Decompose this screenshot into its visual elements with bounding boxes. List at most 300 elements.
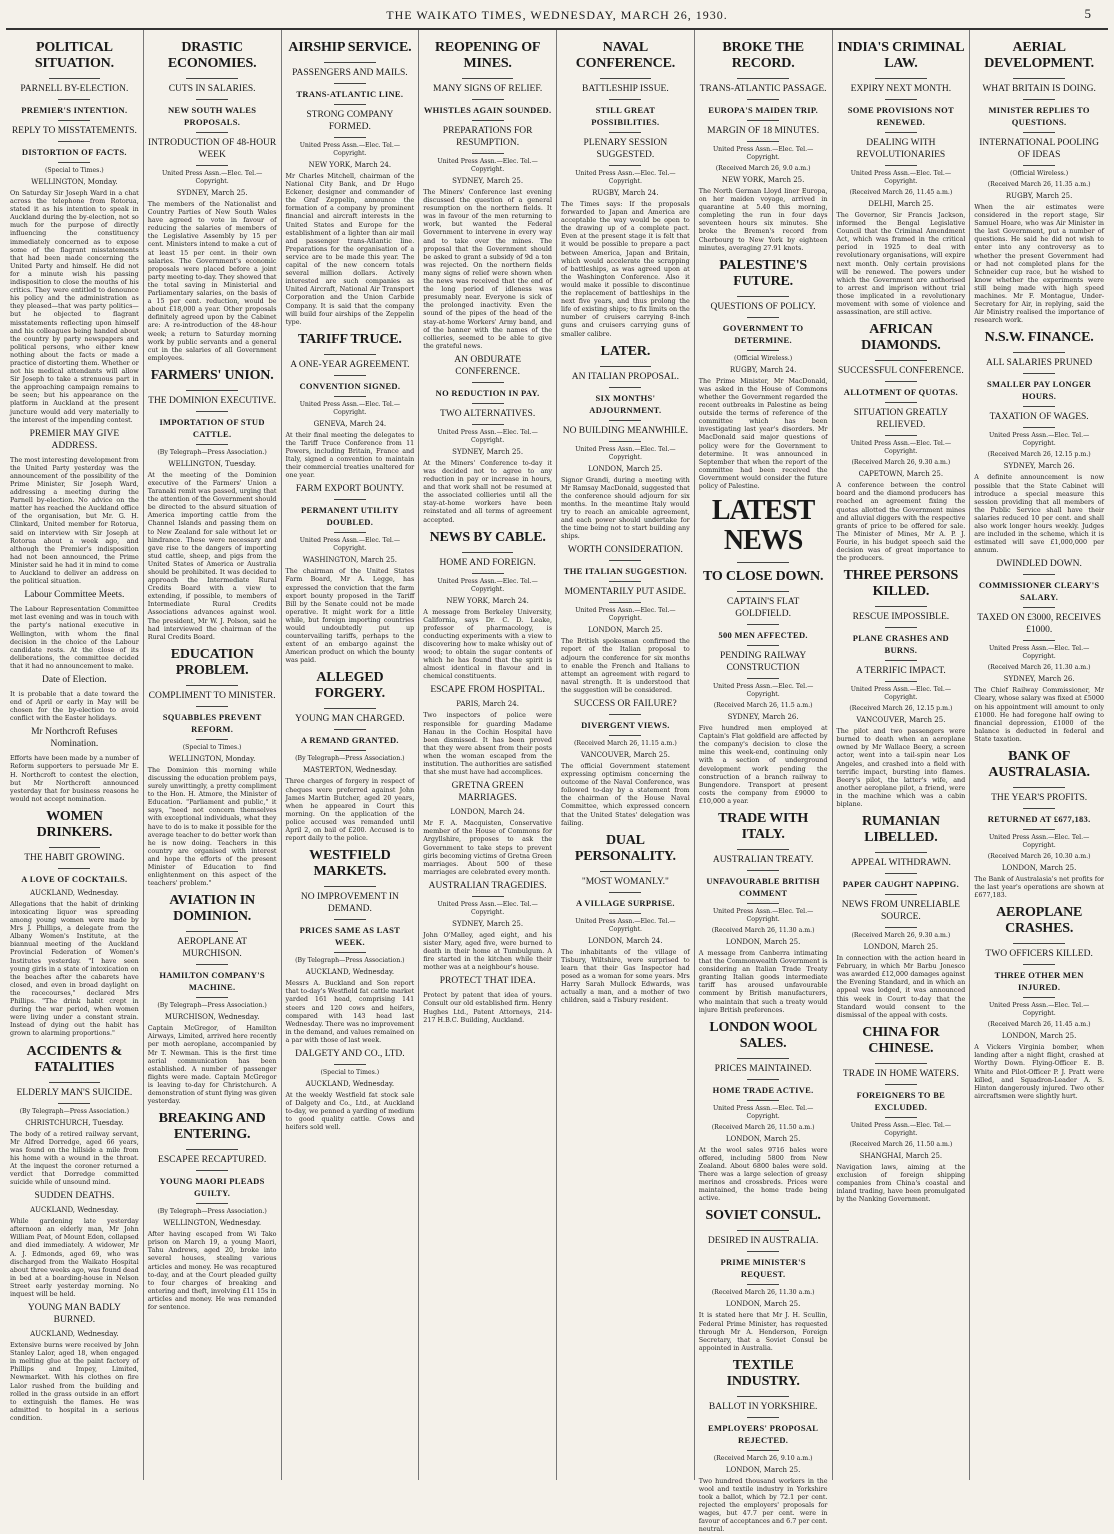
subheading: DEALING WITH REVOLUTIONARIES [856, 138, 946, 160]
masthead [0, 0, 1114, 28]
wire-credit: United Press Assn.—Elec. Tel.—Copyright. [161, 170, 263, 185]
headline: LATER. [600, 343, 651, 359]
subheading: SQUABBLES PREVENT REFORM. [162, 711, 262, 734]
page-number: 5 [1084, 6, 1092, 21]
subheading: WHAT BRITAIN IS DOING. [982, 84, 1096, 94]
subheading: PRIME MINISTER'S REQUEST. [720, 1257, 806, 1280]
divider [462, 78, 514, 79]
divider [885, 132, 917, 133]
divider [49, 847, 101, 848]
divider [875, 78, 927, 79]
wire-credit: United Press Assn.—Elec. Tel.—Copyright. [437, 577, 538, 593]
wire-credit: United Press Assn.—Elec. Tel.—Copyright. [575, 607, 676, 623]
article [974, 558, 1104, 743]
subheading: COMPLIMENT TO MINISTER. [148, 690, 276, 701]
divider [334, 137, 366, 138]
divider [609, 420, 641, 421]
divider [885, 681, 917, 682]
subheading: STILL GREAT POSSIBILITIES. [591, 105, 660, 127]
article-body: Signor Grandi, during a meeting with Mr Ramsay MacDonald, suggested that the conference should adjourn for six months. In the meantime Italy would try to reach an amicable agreement, and each power should undertake for the time being not to start building any ships. [561, 475, 690, 541]
article-body: It is stated here that Mr J. H. Scullin, Federal Prime Minister, has requested through Mr A. Henderson, Foreign Secretary, that a Soviet Consul be appointed in Australia. [698, 1311, 828, 1352]
dateline: PARIS, March 24. [456, 700, 519, 709]
divider [885, 627, 917, 628]
divider [747, 350, 779, 351]
subheading: UNFAVOURABLE BRITISH COMMENT [706, 876, 820, 898]
column-8 [970, 30, 1108, 1480]
dateline: AUCKLAND, Wednesday. [30, 1206, 119, 1215]
divider [1023, 829, 1055, 830]
article [837, 568, 966, 808]
wire-credit: United Press Assn.—Elec. Tel.—Copyright. [299, 400, 401, 416]
article-body: The Times says: If the proposals forwarded to Japan and America are acceptable the way would be open to the drawing up of a complete pact. Even at the present stage it is felt that it would be possible to prepare a pact between America, Japan and Britain, which would accelerate the scrapping of battleships, as was agreed upon at the Washington Conference. Also it would make it possible to discontinue the replacement of battleships in the next five years, and thus prolong the life of existing ships; to fix limits on the number of cruisers carrying 8-inch guns and cruisers carrying guns of smaller calibre. [561, 200, 690, 338]
headline: AEROPLANE CRASHES. [996, 905, 1083, 937]
article-body: At the meeting of the Dominion executive of the Farmers' Union a Taranaki remit was passed, urging that the attention of the Government should be directed to the absurd situation of America importing cattle from the Channel Islands and passing them on to New Zealand for sale without let or hindrance. These were necessary and gave rise to the dangers of importing stud cattle, sheep, and pigs from the United States of America or Australia should be prohibited. It was decided to approach the Intermediate Rural Credits Board with a view to extending, if possible, to members of Intermediate Rural Credits Associations advances against wool. The president, Mr W. J. Polson, said he had interviewed the chairman of the Rural Credits Board. [147, 470, 277, 641]
dateline: LONDON, March 24. [588, 936, 663, 945]
headline: AIRSHIP SERVICE. [288, 40, 412, 55]
dateline: LONDON, March 24. [450, 808, 525, 817]
subheading: ESCAPE FROM HOSPITAL. [430, 685, 545, 696]
subheading: AN ITALIAN PROPOSAL. [571, 371, 679, 382]
divider [324, 62, 376, 63]
subheading: PERMANENT UTILITY DOUBLED. [301, 505, 399, 528]
subheading: HAMILTON COMPANY'S MACHINE. [159, 970, 265, 993]
article-body: The Dominion this morning while discussing the education problem pays, surely unwittingly, a pretty compliment to the Hon. H. Atmore, the Minister of Education. "Parliament and public," it says, "need not concern themselves with exceptional individuals, what they have to do is to make it possible for the average teacher to do better work than he is now doing. Teachers in this country are organised with interest and hope the efforts of the present Minister of Education to find enlightenment on this aspect of the teachers' problem." [147, 765, 277, 888]
headline: RUMANIAN LIBELLED. [862, 814, 940, 846]
article-body: Navigation laws, aiming at the exclusion of foreign shipping companies from China's coastal and inland trading, have been promulgated by the Nanking Government. [836, 1162, 966, 1204]
dateline: NEW YORK, March 24. [446, 596, 529, 605]
divider [609, 581, 641, 582]
article [148, 368, 277, 641]
divider [1013, 787, 1065, 788]
subheading: FOREIGNERS TO BE EXCLUDED. [856, 1089, 946, 1112]
subheading: EUROPA'S MAIDEN TRIP. [708, 105, 819, 115]
dateline: LONDON, March 25. [863, 943, 939, 952]
article-body: It is probable that a date toward the end of April or early in May will be chosen for the by-election to avoid conflict with the Easter holidays. [10, 689, 139, 723]
wire-credit: (Received March 26, 11.50 a.m.) [711, 1123, 815, 1131]
subheading: INTERNATIONAL POOLING OF IDEAS [979, 138, 1099, 160]
divider [1023, 574, 1055, 575]
divider [885, 894, 917, 895]
wire-credit: United Press Assn.—Elec. Tel.—Copyright. [575, 445, 676, 461]
subheading: SUDDEN DEATHS. [34, 1191, 115, 1202]
headline: POLITICAL SITUATION. [34, 40, 114, 71]
subheading: THE DOMINION EXECUTIVE. [148, 395, 277, 406]
subheading: DALGETY AND CO., LTD. [295, 1048, 405, 1059]
article-body: On Saturday Sir Joseph Ward in a chat across the telephone from Rotorua, stated it as his intention to speak in Auckland during the by-election, not so much for the purpose of directly influencing the constituency immediately concerned as to expose some of the flagrant misstatements that had been made concerning the United Party and himself. He did not for a minute wish his passing indisposition to close the mouths of his critics. They were entitled to denounce his policy and the administration as they pleased—that was party politics—but he objected to flagrant misstatements reflecting upon himself and his colleagues being handed about the country by party newspapers and political persons, who either knew nothing about the facts or made a practice of distorting them. Whether or not his medical attendants will allow Sir Joseph to take a strenuous part in the approaching campaign remains to be seen; but his appearance on the platform in Auckland at the present juncture would add very materially to the interest of the impending contest. [10, 189, 139, 424]
wire-credit: (Received March 26, 9.0 a.m.) [715, 165, 811, 172]
subheading: NO REDUCTION IN PAY. [435, 387, 540, 398]
subheading: DWINDLED DOWN. [996, 559, 1082, 570]
article [974, 749, 1104, 899]
column-5 [557, 30, 695, 1480]
article [837, 322, 966, 562]
divider [885, 165, 917, 166]
subheading: A VILLAGE SURPRISE. [575, 897, 675, 908]
article [10, 1302, 139, 1422]
divider [1023, 373, 1055, 374]
divider [58, 141, 90, 142]
wire-credit: United Press Assn.—Elec. Tel.—Copyright. [712, 683, 814, 699]
headline: ACCIDENTS & FATALITIES [26, 1043, 123, 1075]
dateline: WELLINGTON, Monday. [168, 754, 256, 763]
article [286, 40, 415, 326]
subheading: A LOVE OF COCKTAILS. [21, 873, 128, 884]
divider [737, 78, 789, 79]
divider [875, 852, 927, 853]
divider [196, 411, 228, 412]
article [423, 780, 552, 876]
subheading: SOME PROVISIONS NOT RENEWED. [847, 105, 955, 127]
subheading: NO BUILDING MEANWHILE. [562, 425, 689, 436]
subheading: PAPER CAUGHT NAPPING. [842, 879, 959, 890]
headline: REOPENING OF MINES. [434, 40, 541, 71]
divider [737, 591, 789, 592]
divider [609, 892, 641, 893]
article-body: The British spokesman confirmed the report of the Italian proposal to adjourn the conference for six months to enable the French and Italians to attempt an agreement with regard to naval strength. It is understood that the suggestion will be considered. [561, 637, 690, 694]
dateline: SYDNEY, March 25. [176, 189, 248, 197]
article [974, 40, 1104, 324]
dateline: CHRISTCHURCH, Tuesday. [25, 1118, 124, 1127]
divider [737, 1058, 789, 1059]
dateline: LONDON, March 25. [588, 626, 663, 635]
divider [334, 532, 366, 533]
article [10, 674, 139, 722]
article-body: A message from Berkeley University, California, says Dr. C. D. Leake, professor of pharmacology, is conducting experiments with a view to discovering how to make whisky out of wood; to obtain the sugar contents of which he has found that the spirit is almost identical in flavour and in chemical constituents. [423, 607, 552, 681]
subheading: INTRODUCTION OF 48-HOUR WEEK [148, 138, 277, 160]
article-body: At the weekly Westfield fat stock sale of Dalgety and Co., Ltd., at Auckland to-day, we penned a yarding of medium to good quality cattle. Cows and heifers sold well. [285, 1090, 415, 1132]
subheading: PARNELL BY-ELECTION. [20, 84, 129, 94]
newspaper-columns [6, 28, 1108, 1534]
headline: AVIATION IN DOMINION. [169, 893, 255, 925]
dateline: AUCKLAND, Wednesday. [305, 1079, 395, 1088]
subheading: Labour Committee Meets. [24, 590, 125, 601]
divider [186, 1149, 238, 1150]
subheading: STRONG COMPANY FORMED. [306, 110, 394, 132]
article-body: A definite announcement is now possible that the State Cabinet will introduce a special measure this session providing that all members of the Public Service shall have their salaries reduced 10 per cent. and shall also work longer hours weekly. Judges are included in the scheme, which it is estimated will save £1,000,000 per annum. [974, 473, 1104, 555]
article-body: After having escaped from Wi Tako prison on March 19, a young Maori, Tahu Andrews, aged 20, broke into several houses, stealing various articles and money. He was recaptured to-day, and at the Court pleaded guilty to four charges of breaking and entering and theft, involving £11 15s in articles and money. He was remanded for sentence. [147, 1230, 277, 1312]
divider [196, 739, 228, 740]
divider [462, 552, 514, 553]
wire-credit: United Press Assn.—Elec. Tel.—Copyright. [437, 900, 538, 916]
subheading: CAPTAIN'S FLAT GOLDFIELD. [726, 597, 800, 620]
subheading: 500 MEN AFFECTED. [718, 630, 808, 641]
article-body: A Vickers Virginia bomber, when landing after a night flight, crashed at Worthy Down. Flying-Officer E. B. White and Pilot-Officer P. J. Pratt were killed, and Squadron-Leader A. S. Hinton dangerously injured. Two other aircraftsmen were slightly hurt. [974, 1043, 1104, 1100]
subheading: DESIRED IN AUSTRALIA. [707, 1236, 819, 1247]
wire-credit: (Received March 26, 10.30 a.m.) [987, 853, 1091, 860]
headline: INDIA'S CRIMINAL LAW. [837, 40, 965, 71]
subheading: THREE OTHER MEN INJURED. [994, 970, 1084, 993]
subheading: WORTH CONSIDERATION. [567, 545, 683, 556]
subheading: REPLY TO MISSTATEMENTS. [11, 126, 137, 136]
article [561, 40, 690, 338]
subheading: DISTORTION OF FACTS. [21, 147, 127, 157]
dateline: LONDON, March 25. [725, 1134, 801, 1143]
subheading: PENDING RAILWAY CONSTRUCTION [719, 651, 807, 674]
subheading: IMPORTATION OF STUD CATTLE. [159, 416, 265, 439]
divider [885, 1084, 917, 1085]
subheading: EMPLOYERS' PROPOSAL REJECTED. [707, 1422, 819, 1445]
dateline: RUGBY, March 24. [592, 189, 659, 197]
dateline: LONDON, March 25. [588, 464, 663, 473]
divider [1023, 427, 1055, 428]
column-7 [833, 30, 971, 1480]
divider [609, 913, 641, 914]
dateline: CAPETOWN, March 25. [858, 470, 944, 479]
article [10, 428, 139, 586]
headline: TARIFF TRUCE. [298, 331, 402, 347]
divider [600, 366, 652, 367]
subheading: A TERRIFIC IMPACT. [855, 666, 946, 677]
subheading: APPEAL WITHDRAWN. [850, 858, 951, 869]
wire-credit: (Received March 26, 9.10 a.m.) [713, 1454, 813, 1462]
subheading: ESCAPEE RECAPTURED. [158, 1155, 267, 1166]
article [148, 1111, 277, 1311]
subheading: SIX MONTHS' ADJOURNMENT. [589, 392, 662, 415]
wire-credit: (By Telegraph—Press Association.) [295, 755, 405, 763]
divider [1023, 964, 1055, 965]
subheading: PRICES MAINTAINED. [714, 1063, 812, 1074]
divider [747, 1251, 779, 1252]
divider [472, 99, 504, 100]
article-body: The Labour Representation Committee met last evening and was in touch with the party's national executive in Wellington, with whom the final decision in the choice of the Labour candidate rests. At the close of its deliberations, the committee decided that it had no announcement to make. [10, 605, 139, 670]
divider [747, 1417, 779, 1418]
subheading: TRADE IN HOME WATERS. [842, 1068, 959, 1079]
article-body: A message from Canberra intimating that the Commonwealth Government is considering an Italian Trade Treaty granting Italian goods intermediate tariff has aroused unfavourable comment by British manufacturers, who maintain that such a treaty would injure British preferences. [698, 949, 828, 1014]
wire-credit: United Press Assn.—Elec. Tel.—Copyright. [437, 428, 538, 444]
divider [58, 120, 90, 121]
wire-credit: (Received March 26, 11.50 a.m.) [849, 1140, 953, 1148]
dateline: DELHI, March 25. [868, 200, 934, 208]
wire-credit: (Received March 26, 9.30 a.m.) [851, 932, 951, 940]
divider [885, 99, 917, 100]
divider [334, 952, 366, 953]
wire-credit: United Press Assn.—Elec. Tel.—Copyright. [437, 158, 538, 173]
article-body: A conference between the control board and the diamond producers has reached an agreement fixing the quotas allotted the Government mines and alluvial diggers with the respective grants of price to be offered for sale. The Minister of Mines, Mr A. P. J. Fourie, in his budget speech said the decision was of great importance to the producers. [836, 481, 966, 563]
headline: TO CLOSE DOWN. [703, 569, 824, 585]
article [837, 1025, 966, 1203]
subheading: BALLOT IN YORKSHIRE. [708, 1401, 818, 1412]
wire-credit: United Press Assn.—Elec. Tel.—Copyright. [988, 1002, 1090, 1018]
subheading: THE HABIT GROWING. [24, 852, 125, 863]
headline: BANK OF AUSTRALASIA. [988, 749, 1090, 780]
headline: TEXTILE INDUSTRY. [726, 1357, 800, 1389]
divider [1023, 640, 1055, 641]
divider [609, 165, 641, 166]
divider [609, 602, 641, 603]
subheading: SITUATION GREATLY RELIEVED. [853, 408, 949, 431]
article-body: The chairman of the United States Farm Board, Mr A. Legge, has expressed the conviction that the farm export bounty proposed in the Tariff Bill by the Senate could not be made operative. It might work for a little while, but foreign importing countries would undoubtedly put up countervailing tariffs, perhaps to the extent of an embargo against the American product on which the bounty was paid. [285, 567, 415, 665]
wire-credit: (Received March 26, 11.5 a.m.) [713, 702, 813, 710]
dateline: WASHINGTON, March 25. [302, 556, 398, 565]
article-body: At their final meeting the delegates to the Tariff Truce Conference from 11 Powers, including Britain, France and Italy, signed a convention to maintain their commercial treaties unaltered for one year. [285, 430, 415, 480]
article-body: Protect by patent that idea of yours. Consult our old established firm. Henry Hughes Ltd., Patent Attorneys, 214-217 H.B.C. Building, Auckland. [423, 991, 552, 1024]
divider [334, 396, 366, 397]
divider [1013, 78, 1065, 79]
article [561, 544, 690, 694]
dateline: SHANGHAI, March 25. [859, 1151, 943, 1160]
divider [472, 120, 504, 121]
newspaper-title: THE WAIKATO TIMES, WEDNESDAY, MARCH 26, 1930. [386, 8, 728, 22]
headline: DRASTIC ECONOMIES. [167, 40, 257, 71]
article-body: The Prime Minister, Mr MacDonald, was asked in the House of Commons whether the Government regarded the recent outbreaks in Palestine as being outside the terms of reference of the committee which has been investigating last year's disorders. Mr MacDonald said major questions of policy were for the Government to determine. It was announced in September that when the report of the committee had been received the Government would consider the future policy of Palestine. [698, 376, 828, 490]
dateline: LONDON, March 25. [1001, 864, 1077, 872]
dateline: MURCHISON, Wednesday. [164, 1013, 260, 1022]
divider [1023, 607, 1055, 608]
article [423, 975, 552, 1023]
article [148, 893, 277, 1105]
article-body: The most interesting development from the United Party yesterday was the announcement of the possibility of the Prime Minister, Sir Joseph Ward, addressing a meeting during the Parnell by-election. No advice on the matter has reached the Auckland office of the organisation, but Mr. G. H. Clinkard, United member for Rotorua, said on interview with Sir Joseph at Rotorua about a week ago, and although the Premier's indisposition had not been announced, the Prime Minister said he had it in mind to come to Auckland to deliver an address on the political situation. [10, 455, 139, 586]
article [837, 814, 966, 1019]
article [286, 1048, 415, 1131]
article-body: Two hundred thousand workers in the wool and textile industry in Yorkshire took a ballot, which by 72.1 per cent. rejected the employers' proposals for wages, but 47.7 per cent. were in favour of acceptances and 6.7 per cent. neutral. [698, 1476, 828, 1534]
divider [186, 78, 238, 79]
wire-credit: United Press Assn.—Elec. Tel.—Copyright. [575, 170, 676, 185]
article-body: The members of the Nationalist and Country Parties of New South Wales have agreed to vote in favour of reducing the salaries of members of the Legislative Assembly by 15 per cent. Ministers intend to make a cut of at least 15 per cent. in their own salaries. The Government's economic proposals were placed before a joint party meeting to-day. They showed that the total saving in Ministerial and Parliamentary salaries, on the basis of a 15 per cent. reduction, would be about £18,000 a year. Other proposals definitely agreed upon by the Cabinet are: A re-introduction of the 48-hour week; a return to Saturday morning work by public servants and a general cut in the salaries of all Government employees. [147, 200, 277, 362]
headline: PALESTINE'S FUTURE. [719, 257, 808, 289]
article-body: The Chief Railway Commissioner, Mr Cleary, whose salary was fixed at £5000 on his appointment will amount to only £1000. He had foregone half owing to financial depression, £1000 of the balance is deducted in federal and State taxation. [974, 686, 1104, 743]
wire-credit: (Special to Times.) [320, 1068, 380, 1076]
headline: NAVAL CONFERENCE. [575, 40, 676, 71]
divider [885, 660, 917, 661]
divider [609, 441, 641, 442]
divider [875, 360, 927, 361]
headline: BROKE THE RECORD. [722, 40, 804, 71]
divider [1023, 165, 1055, 166]
article [423, 40, 552, 350]
headline: AFRICAN DIAMONDS. [861, 322, 941, 354]
wire-credit: United Press Assn.—Elec. Tel.—Copyright. [988, 645, 1090, 661]
wire-credit: (Received March 26, 12.15 p.m.) [987, 451, 1091, 459]
subheading: Mr Northcroft Refuses Nomination. [31, 727, 118, 750]
headline: DUAL PERSONALITY. [574, 832, 676, 864]
article [699, 1208, 828, 1351]
dateline: LONDON, March 25. [725, 1465, 801, 1474]
divider [747, 903, 779, 904]
article-body: The pilot and two passengers were burned to death when an aeroplane owned by Mr Wallace Beery, a screen actor, went into a tail-spin near Los Angeles, and crashed into a field with terrific impact, bursting into flames. Beery's pilot, the latter's wife, and another aeroplane pilot, a friend, were in the machine which was a cabin biplane. [836, 727, 966, 808]
article [699, 811, 828, 1014]
wire-credit: United Press Assn.—Elec. Tel.—Copyright. [988, 432, 1090, 448]
article [10, 726, 139, 803]
article-body: The official Government statement expressing optimism concerning the outcome of the Naval Conference, was followed to-day by a statement from the chairman of the House Naval Committee, which expressed concern that the United States' delegation was failing. [561, 762, 690, 827]
subheading: MANY SIGNS OF RELIEF. [433, 84, 543, 94]
divider [609, 735, 641, 736]
article-body: In connection with the action heard in February, in which Mr Barbu Jonesco was awarded £12,000 damages against the Evening Standard, and in which an appeal was lodged, it was announced this week in Court to-day that the Standard would consent to the dismissal of the appeal with costs. [836, 954, 966, 1019]
article [699, 1020, 828, 1203]
article-body: Five hundred men employed at Captain's Flat goldfield are affected by the company's decision to close the mine this week-end, continuing only with a section of underground development work pending the construction of a branch railway to Bungendore. Transport at present costs the company from £9000 to £10,000 a year. [698, 724, 828, 805]
wire-credit: (Special to Times.) [182, 743, 242, 751]
divider [324, 708, 376, 709]
column-4 [419, 30, 557, 1480]
subheading: DIVERGENT VIEWS. [581, 720, 670, 730]
headline: WOMEN DRINKERS. [36, 808, 113, 840]
dateline: NEW YORK, March 24. [308, 161, 392, 169]
article [286, 483, 415, 664]
subheading: "MOST WOMANLY." [581, 876, 669, 887]
wire-credit: (Received March 26, 11.45 a.m.) [987, 1021, 1091, 1029]
divider [609, 714, 641, 715]
divider [885, 927, 917, 928]
divider [1023, 132, 1055, 133]
wire-credit: (Special to Times.) [45, 167, 104, 174]
divider [334, 104, 366, 105]
article [423, 530, 552, 681]
divider [747, 1284, 779, 1285]
subheading: AEROPLANE AT MURCHISON. [177, 937, 248, 960]
subheading: CONVENTION SIGNED. [299, 380, 401, 391]
divider [1013, 943, 1065, 944]
divider [747, 99, 779, 100]
subheading: Date of Election. [42, 674, 107, 685]
divider [1023, 99, 1055, 100]
subheading: ALLOTMENT OF QUOTAS. [843, 387, 958, 398]
divider [472, 153, 504, 154]
dateline: SYDNEY, March 25. [452, 919, 524, 928]
article [561, 344, 690, 541]
article [423, 354, 552, 524]
subheading: ELDERLY MAN'S SUICIDE. [16, 1087, 133, 1098]
subheading: BATTLESHIP ISSUE. [582, 84, 669, 94]
article-body: Three charges of forgery in respect of cheques were preferred against John James Martin Butcher, aged 20 years, when he appeared in Court this morning. On the application of the police accused was remanded until April 2, on bail of £200. Accused is to report daily to the police. [285, 777, 415, 843]
divider [472, 382, 504, 383]
wire-credit: United Press Assn.—Elec. Tel.—Copyright. [850, 170, 952, 185]
dateline: LONDON, March 25. [725, 938, 801, 946]
divider [324, 354, 376, 355]
divider [1023, 406, 1055, 407]
subheading: YOUNG MAORI PLEADS GUILTY. [159, 1176, 265, 1199]
article [561, 833, 690, 1005]
subheading: PASSENGERS AND MAILS. [292, 68, 408, 78]
article [148, 647, 277, 887]
divider [875, 1063, 927, 1064]
divider [196, 99, 228, 100]
subheading: GRETNA GREEN MARRIAGES. [451, 781, 524, 804]
article [699, 496, 828, 563]
divider [58, 868, 90, 869]
divider [472, 424, 504, 425]
subheading: PREMIER MAY GIVE ADDRESS. [29, 428, 120, 451]
article [699, 258, 828, 490]
article-body: The body of a retired railway servant, Mr Alfred Dorredge, aged 66 years, was found on the hillside a mile from his home with a wound in the throat. At the inquest the coroner returned a verdict that Dorredge committed suicide while of unsound mind. [10, 1129, 139, 1187]
divider [600, 78, 652, 79]
subheading: PRICES SAME AS LAST WEEK. [299, 925, 401, 948]
subheading: A REMAND GRANTED. [300, 735, 399, 746]
wire-credit: (By Telegraph—Press Association.) [157, 448, 267, 456]
headline: LATEST NEWS [711, 495, 815, 557]
column-1 [6, 30, 144, 1480]
article-body: The Miners' Conference last evening discussed the question of a general resumption on the northern fields. It was in favour of the men returning to work, but wanted the Federal Government to intervene in every way and to take over the mines. The proposal that the Government should be asked to grant a subsidy of 9d a ton was rejected. On the northern fields many signs of relief were shown when the news was received that the end of the long period of idleness was presumably near. Everyone is sick of the prolonged inactivity. Even the sound of the pipes of the head of the stay-at-home Workers' Army band, and of the banner with the names of the collieries, seemed to be able to give the grateful news. [423, 188, 552, 350]
divider [472, 573, 504, 574]
article [286, 848, 415, 1044]
divider [334, 750, 366, 751]
article [286, 332, 415, 480]
subheading: THE ITALIAN SUGGESTION. [563, 566, 687, 577]
divider [1023, 808, 1055, 809]
subheading: HOME TRADE ACTIVE. [712, 1084, 814, 1095]
column-3 [282, 30, 420, 1480]
dateline: LONDON, March 25. [725, 1300, 801, 1309]
headline: NEWS BY CABLE. [429, 529, 546, 545]
wire-credit: United Press Assn.—Elec. Tel.—Copyright. [575, 917, 676, 933]
divider [472, 896, 504, 897]
dateline: RUGBY, March 24. [729, 365, 797, 374]
divider [58, 99, 90, 100]
wire-credit: United Press Assn.—Elec. Tel.—Copyright. [299, 537, 401, 553]
divider [196, 964, 228, 965]
article-body: The Governor, Sir Francis Jackson, informed the Bengal Legislative Council that the Criminal Amendment Act, which was framed in the critical period in 1925 to deal with revolutionary organisations, will expire next month. Only certain provisions will be renewed. The powers under which the Government are authorised to arrest and imprison without trial those implicated in a revolutionary movement with some of violence and assassination, are still active. [836, 211, 966, 317]
subheading: NEWS FROM UNRELIABLE SOURCE. [841, 900, 960, 923]
article [10, 1190, 139, 1298]
divider [875, 606, 927, 607]
